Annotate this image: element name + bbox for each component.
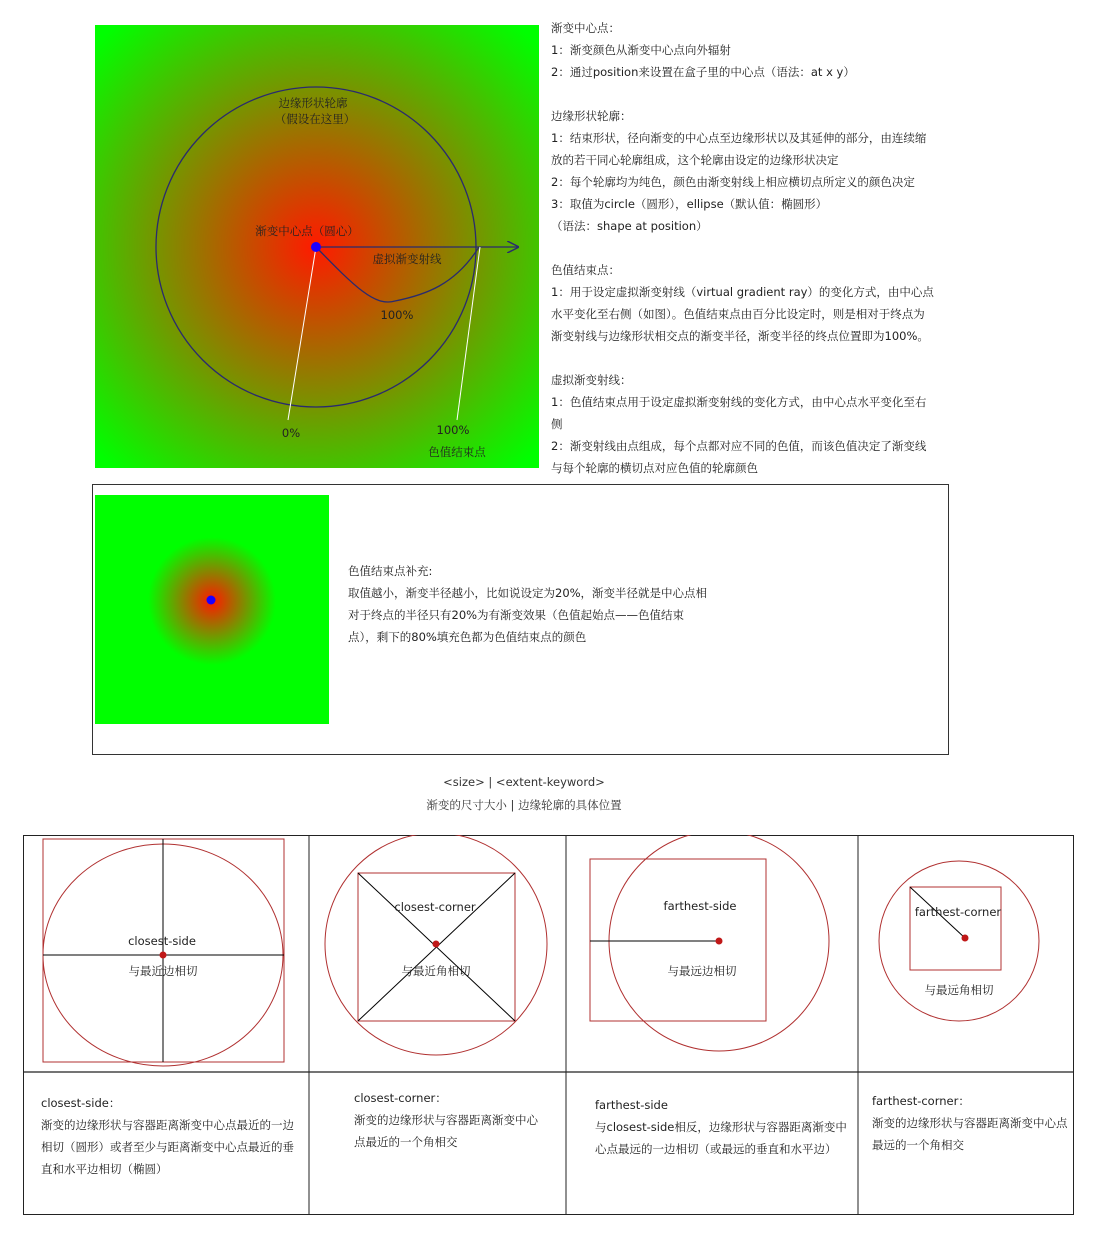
gradient-diagram-main <box>95 25 539 468</box>
note-stop-title: 色值结束点： <box>551 263 620 277</box>
farthest-corner-caption: 与最远角相切 <box>924 983 994 997</box>
note-stop-line: 1：用于设定虚拟渐变射线（virtual gradient ray）的变化方式，由中心点 <box>551 285 934 299</box>
note-outline-line: 2：每个轮廓均为纯色，颜色由渐变射线上相应横切点所定义的颜色决定 <box>551 175 915 189</box>
farthest-side-diagram <box>590 835 829 1051</box>
closest-side-diagram <box>43 839 284 1066</box>
note-ray-line: 2：渐变射线由点组成，每个点都对应不同的色值，而该色值决定了渐变线 <box>551 439 927 453</box>
start-percent-label: 0% <box>281 426 301 440</box>
note-stop-line: 水平变化至右侧（如图）。色值结束点由百分比设定时，则是相对于终点为 <box>551 307 925 321</box>
closest-corner-center-dot <box>433 941 440 948</box>
closest-corner-description <box>354 1087 538 1153</box>
note-ray-line: 侧 <box>551 417 563 431</box>
supplement-gradient-svg <box>95 495 329 724</box>
desc-title: farthest-side <box>595 1098 668 1112</box>
note-outline-line: 放的若干同心轮廓组成，这个轮廓由设定的边缘形状决定 <box>551 153 839 167</box>
note-center-line: 2：通过position来设置在盒子里的中心点（语法：at x y） <box>551 65 855 79</box>
center-point-label: 渐变中心点（圆心） <box>255 224 359 238</box>
end-percent-label: 100% <box>436 423 470 437</box>
farthest-side-container <box>590 859 766 1021</box>
shape-outline-label: 边缘形状轮廓 <box>278 96 348 110</box>
note-outline-line: 3：取值为circle（圆形），ellipse（默认值：椭圆形） <box>551 197 828 211</box>
farthest-corner-center-dot <box>962 935 969 942</box>
gradient-diagram-svg <box>95 25 539 468</box>
supplement-title: 色值结束点补充: <box>348 564 433 578</box>
supplement-text <box>348 560 707 648</box>
farthest-side-caption: 与最远边相切 <box>667 964 737 978</box>
farthest-corner-keyword: farthest-corner <box>914 905 1002 919</box>
note-stop-line: 渐变射线与边缘形状相交点的渐变半径，渐变半径的终点位置即为100%。 <box>551 329 929 343</box>
farthest-corner-circle <box>879 861 1039 1021</box>
end-point-label: 色值结束点 <box>428 445 486 459</box>
closest-side-keyword: closest-side <box>128 934 196 948</box>
note-ray-title: 虚拟渐变射线： <box>551 373 632 387</box>
farthest-side-keyword: farthest-side <box>663 899 737 913</box>
curve-percent-label: 100% <box>380 308 414 322</box>
note-center-line: 1：渐变颜色从渐变中心点向外辐射 <box>551 43 731 57</box>
farthest-side-description <box>595 1094 847 1160</box>
supplement-line: 对于终点的半径只有20%为有渐变效果（色值起始点——色值结束 <box>348 608 685 622</box>
desc-title: closest-corner： <box>354 1091 447 1105</box>
closest-side-caption: 与最近边相切 <box>128 964 198 978</box>
desc-line: 心点最远的一边相切（或最远的垂直和水平边） <box>595 1142 837 1156</box>
desc-line: 渐变的边缘形状与容器距离渐变中心点最近的一边 <box>41 1118 294 1132</box>
farthest-side-center-dot <box>716 938 723 945</box>
size-heading-line1: <size> | <extent-keyword> <box>443 775 605 789</box>
desc-line: 相切（圆形）或者至少与距离渐变中心点最近的垂 <box>41 1140 294 1154</box>
shape-outline-note: （假设在这里） <box>274 112 356 126</box>
closest-corner-caption: 与最近角相切 <box>401 964 471 978</box>
notes-panel <box>551 17 934 479</box>
desc-title: closest-side： <box>41 1096 121 1110</box>
virtual-ray-label: 虚拟渐变射线 <box>372 252 442 266</box>
supplement-center-dot <box>207 596 216 605</box>
note-outline-title: 边缘形状轮廓： <box>551 109 632 123</box>
desc-title: farthest-corner： <box>872 1094 970 1108</box>
desc-line: 渐变的边缘形状与容器距离渐变中心点 <box>872 1116 1068 1130</box>
farthest-corner-diagram <box>879 861 1039 1021</box>
supplement-line: 取值越小，渐变半径越小，比如说设定为20%，渐变半径就是中心点相 <box>348 586 708 600</box>
supplement-gradient <box>95 495 329 724</box>
desc-line: 直和水平边相切（椭圆） <box>41 1162 168 1176</box>
closest-corner-keyword: closest-corner <box>394 900 476 914</box>
closest-side-description <box>41 1092 294 1180</box>
note-ray-line: 1：色值结束点用于设定虚拟渐变射线的变化方式，由中心点水平变化至右 <box>551 395 927 409</box>
supplement-line: 点），剩下的80%填充色都为色值结束点的颜色 <box>348 630 587 644</box>
size-heading-line2: 渐变的尺寸大小 | 边缘轮廓的具体位置 <box>426 798 622 812</box>
note-ray-line: 与每个轮廓的横切点对应色值的轮廓颜色 <box>551 461 758 475</box>
note-outline-line: （语法：shape at position） <box>551 219 708 233</box>
desc-line: 与closest-side相反，边缘形状与容器距离渐变中 <box>595 1120 847 1134</box>
note-center-title: 渐变中心点： <box>551 21 620 35</box>
closest-corner-diagram <box>325 835 547 1055</box>
gradient-center-dot <box>311 242 321 252</box>
closest-side-center-dot <box>160 952 167 959</box>
note-outline-line: 1：结束形状，径向渐变的中心点至边缘形状以及其延伸的部分，由连续缩 <box>551 131 927 145</box>
supplement-box <box>92 484 949 755</box>
farthest-corner-description <box>872 1090 1068 1156</box>
desc-line: 渐变的边缘形状与容器距离渐变中心 <box>354 1113 538 1127</box>
desc-line: 点最近的一个角相交 <box>354 1135 458 1149</box>
desc-line: 最远的一个角相交 <box>872 1138 964 1152</box>
supplement-gradient-fill <box>95 495 329 724</box>
extent-table <box>23 835 1074 1215</box>
